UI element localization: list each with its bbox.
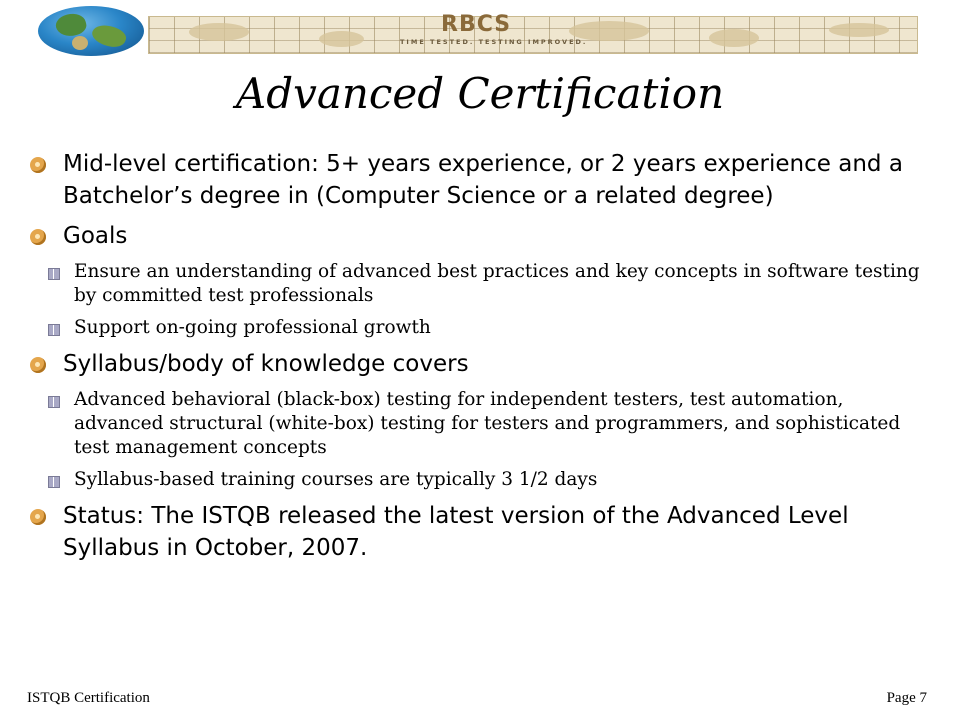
sub-bullet-item: [30, 260, 930, 308]
bullet-marker-icon: [30, 157, 46, 173]
bullet-item: [30, 220, 930, 252]
bullet-item: [30, 348, 930, 380]
sub-bullet-marker-icon: [48, 396, 60, 408]
sub-bullet-text: Support on-going professional growth: [74, 317, 431, 338]
slide-title: Advanced Certification: [235, 69, 725, 118]
rbcs-tagline: TIME TESTED. TESTING IMPROVED.: [400, 38, 588, 46]
bullet-item: [30, 148, 930, 212]
bullet-text: Syllabus/body of knowledge covers: [63, 351, 469, 377]
globe-logo-icon: [38, 6, 144, 56]
sub-bullet-item: [30, 468, 930, 492]
rbcs-logo: RBCS: [441, 12, 512, 37]
sub-bullet-list: [30, 388, 930, 492]
sub-bullet-text: Advanced behavioral (black-box) testing for independent testers, test automation, advanced structural (white-box) testing for testers and programmers, and sophisticated test management concepts: [74, 389, 901, 458]
bullet-list: [30, 148, 930, 572]
bullet-text: Mid-level certification: 5+ years experience, or 2 years experience and a Batchelor’s degree in (Computer Science or a related degree): [63, 151, 903, 209]
page-number: Page 7: [886, 690, 927, 706]
bullet-marker-icon: [30, 229, 46, 245]
footer-title: ISTQB Certification: [27, 690, 150, 706]
bullet-item: [30, 500, 930, 564]
sub-bullet-text: Syllabus-based training courses are typically 3 1/2 days: [74, 469, 598, 490]
sub-bullet-marker-icon: [48, 476, 60, 488]
sub-bullet-item: [30, 316, 930, 340]
header-banner: [0, 0, 960, 60]
sub-bullet-item: [30, 388, 930, 460]
sub-bullet-marker-icon: [48, 324, 60, 336]
sub-bullet-text: Ensure an understanding of advanced best practices and key concepts in software testing by committed test professionals: [74, 261, 920, 306]
sub-bullet-list: [30, 260, 930, 340]
bullet-marker-icon: [30, 357, 46, 373]
sub-bullet-marker-icon: [48, 268, 60, 280]
bullet-marker-icon: [30, 509, 46, 525]
world-map-strip: [148, 16, 918, 54]
bullet-text: Goals: [63, 223, 128, 249]
bullet-text: Status: The ISTQB released the latest version of the Advanced Level Syllabus in October, 2007.: [63, 503, 849, 561]
